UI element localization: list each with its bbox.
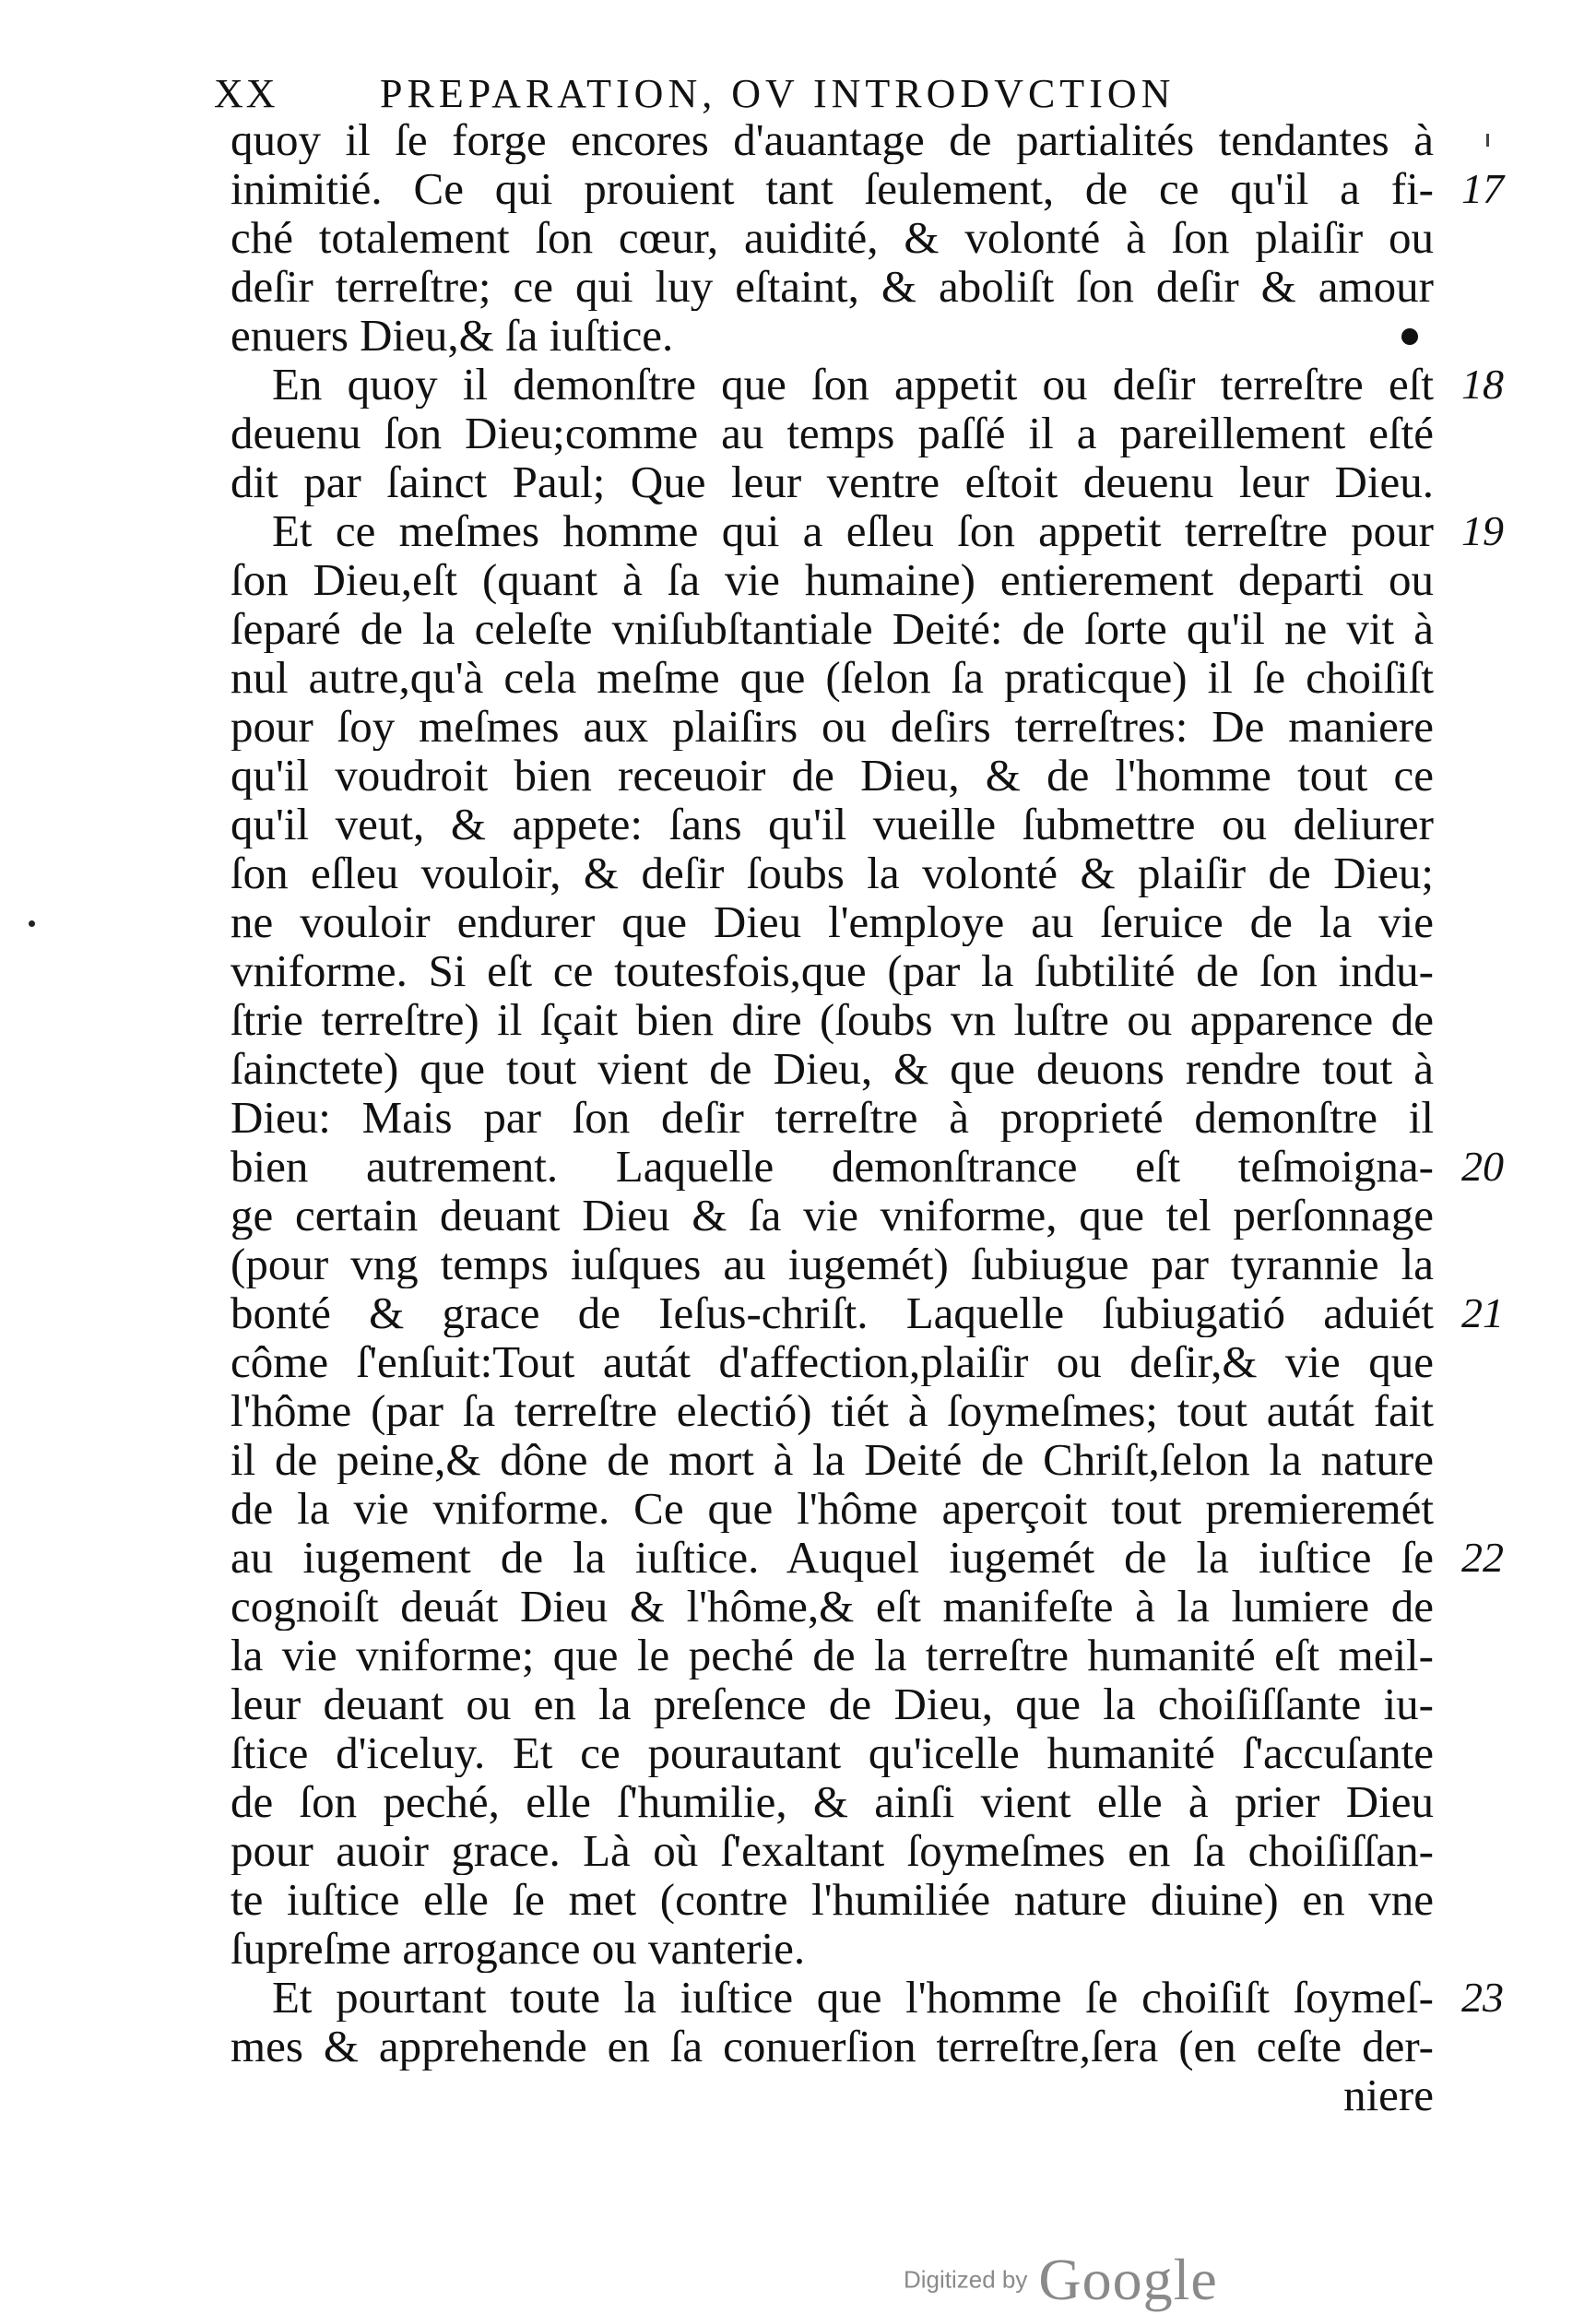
text-line: quoy il ſe forge encores d'auantage de partialités tendantes à	[231, 115, 1434, 164]
text-line: ſupreſme arrogance ou vanterie.	[231, 1924, 806, 1973]
text-line: ſainctete) que tout vient de Dieu, & que deuons rendre tout à	[231, 1044, 1434, 1093]
watermark-prefix: Digitized by	[904, 2265, 1028, 2294]
text-line: l'hôme (par ſa terreſtre electió) tiét à ſoymeſmes; tout autát fait	[231, 1386, 1434, 1435]
margin-number-17: 17	[1461, 165, 1504, 212]
body-text	[231, 115, 1434, 2119]
margin-number-22: 22	[1461, 1534, 1504, 1581]
text-line: bien autrement. Laquelle demonſtrance eſt teſmoigna-	[231, 1142, 1434, 1191]
text-line: ne vouloir endurer que Dieu l'employe au ſeruice de la vie	[231, 897, 1434, 946]
text-line: cognoiſt deuát Dieu & l'hôme,& eſt manifeſte à la lumiere de	[231, 1582, 1434, 1631]
margin-speck-mark	[29, 920, 35, 927]
text-line: dit par ſainct Paul; Que leur ventre eſtoit deuenu leur Dieu.	[231, 457, 1434, 506]
text-line: Et ce meſmes homme qui a eſleu ſon appetit terreſtre pour	[272, 506, 1434, 555]
digitization-watermark	[904, 2246, 1218, 2310]
running-head	[214, 66, 1302, 122]
margin-tick-mark	[1486, 134, 1489, 147]
page-folio: XX	[214, 71, 278, 116]
text-line: de ſon peché, elle ſ'humilie, & ainſi vient elle à prier Dieu	[231, 1777, 1434, 1826]
text-line: il de peine,& dône de mort à la Deité de Chriſt,ſelon la nature	[231, 1435, 1434, 1484]
text-line: ſeparé de la celeſte vniſubſtantiale Deité: de ſorte qu'il ne vit à	[231, 604, 1434, 653]
text-line: côme ſ'enſuit:Tout autát d'affection,plaiſir ou deſir,& vie que	[231, 1337, 1434, 1386]
text-line: mes & apprehende en ſa conuerſion terreſtre,ſera (en ceſte der-	[231, 2022, 1434, 2071]
text-line: leur deuant ou en la preſence de Dieu, que la choiſiſſante iu-	[231, 1679, 1434, 1728]
text-line: pour auoir grace. Là où ſ'exaltant ſoymeſmes en ſa choiſiſſan-	[231, 1826, 1434, 1875]
margin-number-21: 21	[1461, 1289, 1504, 1336]
margin-number-18: 18	[1461, 361, 1504, 408]
text-line: inimitié. Ce qui prouient tant ſeulement, de ce qu'il a fi-	[231, 164, 1434, 213]
text-line: deuenu ſon Dieu;comme au temps paſſé il a pareillement eſté	[231, 409, 1434, 457]
text-line: deſir terreſtre; ce qui luy eſtaint, & aboliſt ſon deſir & amour	[231, 262, 1434, 311]
catchword: niere	[1343, 2071, 1434, 2119]
text-line: te iuſtice elle ſe met (contre l'humiliée nature diuine) en vne	[231, 1875, 1434, 1924]
text-line: Dieu: Mais par ſon deſir terreſtre à proprieté demonſtre il	[231, 1093, 1434, 1142]
text-line: vniforme. Si eſt ce toutesfois,que (par la ſubtilité de ſon indu-	[231, 946, 1434, 995]
running-title: PREPARATION, OV INTRODVCTION	[380, 71, 1176, 116]
text-line: enuers Dieu,& ſa iuſtice.	[231, 311, 674, 360]
text-line: Et pourtant toute la iuſtice que l'homme ſe choiſiſt ſoymeſ-	[272, 1973, 1434, 2022]
text-line: qu'il voudroit bien receuoir de Dieu, & de l'homme tout ce	[231, 751, 1434, 800]
text-line: qu'il veut, & appete: ſans qu'il vueille ſubmettre ou deliurer	[231, 800, 1434, 848]
text-line: ge certain deuant Dieu & ſa vie vniforme, que tel perſonnage	[231, 1191, 1434, 1240]
text-line: ſtice d'iceluy. Et ce pourautant qu'icelle humanité ſ'accuſante	[231, 1728, 1434, 1777]
text-line: ſon eſleu vouloir, & deſir ſoubs la volonté & plaiſir de Dieu;	[231, 848, 1434, 897]
margin-number-20: 20	[1461, 1143, 1504, 1190]
watermark-brand-logo: Google	[1038, 2247, 1218, 2312]
text-line: nul autre,qu'à cela meſme que (ſelon ſa praticque) il ſe choiſiſt	[231, 653, 1434, 702]
text-line: bonté & grace de Ieſus-chriſt. Laquelle ſubiugatió aduiét	[231, 1288, 1434, 1337]
text-line: de la vie vniforme. Ce que l'hôme aperçoit tout premieremét	[231, 1484, 1434, 1533]
text-line: pour ſoy meſmes aux plaiſirs ou deſirs terreſtres: De maniere	[231, 702, 1434, 751]
text-line: au iugement de la iuſtice. Auquel iugemét de la iuſtice ſe	[231, 1533, 1434, 1582]
text-line: ſtrie terreſtre) il ſçait bien dire (ſoubs vn luſtre ou apparence de	[231, 995, 1434, 1044]
margin-number-23: 23	[1461, 1974, 1504, 2021]
text-line: ſon Dieu,eſt (quant à ſa vie humaine) entierement departi ou	[231, 555, 1434, 604]
text-line: En quoy il demonſtre que ſon appetit ou deſir terreſtre eſt	[272, 360, 1434, 409]
text-line: (pour vng temps iuſques au iugemét) ſubiugue par tyrannie la	[231, 1240, 1434, 1288]
margin-number-19: 19	[1461, 507, 1504, 554]
text-line: ché totalement ſon cœur, auidité, & volonté à ſon plaiſir ou	[231, 213, 1434, 262]
text-line: la vie vniforme; que le peché de la terreſtre humanité eſt meil-	[231, 1631, 1434, 1679]
